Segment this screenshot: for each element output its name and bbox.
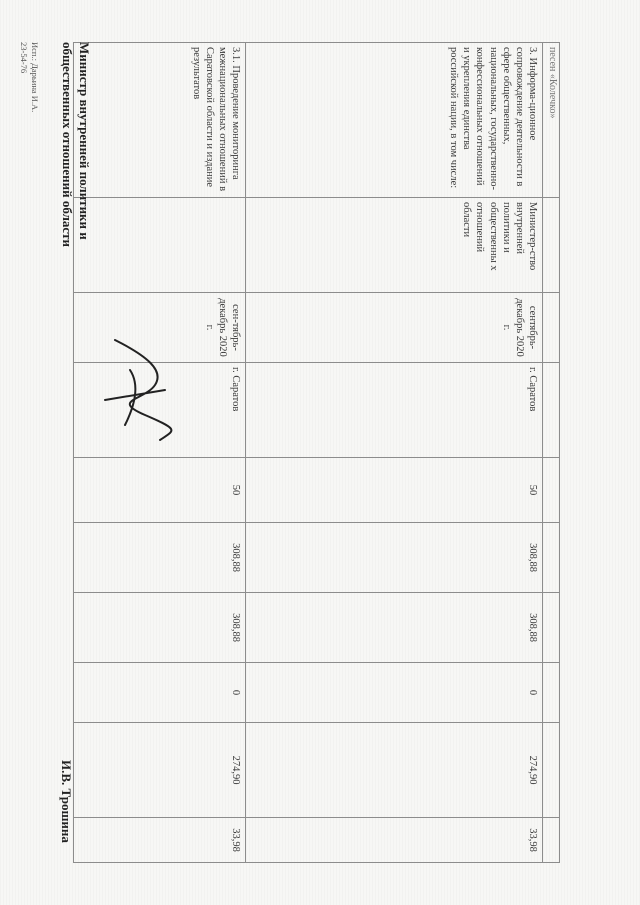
period-cell: сентябрь-декабрь 2020 г. — [246, 293, 543, 363]
executor-phone: 23-54-76 — [18, 42, 29, 74]
signatory-name: И.В. Трошина — [59, 760, 74, 843]
place-cell: г. Саратов — [74, 363, 246, 458]
value-cell: 33,98 — [246, 818, 543, 863]
executor-cell: Министер-ство внутренней политики и общественны х отношений области — [246, 198, 543, 293]
executor-note — [18, 42, 40, 112]
continuation-cell: песен «Колечко» — [543, 43, 560, 198]
value-cell: 33,98 — [74, 818, 246, 863]
value-cell: 308,88 — [246, 523, 543, 593]
program-table — [73, 42, 560, 863]
value-cell: 0 — [74, 663, 246, 723]
table-row — [74, 43, 246, 863]
value-cell: 50 — [246, 458, 543, 523]
table-row — [246, 43, 543, 863]
measure-name: 3. Информа-ционное сопровождение деятельности в сфере общественных, национальных, государственно-конфессиональных отношений и укрепления единства российской нации, в том числе: — [246, 43, 543, 198]
executor-cell — [74, 198, 246, 293]
place-cell: г. Саратов — [246, 363, 543, 458]
value-cell: 274,90 — [246, 723, 543, 818]
value-cell: 0 — [246, 663, 543, 723]
continuation-row — [543, 43, 560, 863]
signatory-title-line: Министр внутренней политики и — [77, 42, 92, 240]
signatory-title-line: общественных отношений области — [60, 42, 76, 248]
executor-name: Исп.: Дарьина И.А. — [30, 42, 40, 113]
value-cell: 308,88 — [74, 523, 246, 593]
measure-name: 3.1. Проведение мониторинга межнациональных отношений в Саратовской области и издание результатов — [74, 43, 246, 198]
value-cell: 274,90 — [74, 723, 246, 818]
value-cell: 308,88 — [74, 593, 246, 663]
value-cell: 50 — [74, 458, 246, 523]
value-cell: 308,88 — [246, 593, 543, 663]
period-cell: сен-тябрь-декабрь 2020 г. — [74, 293, 246, 363]
signatory-title — [58, 42, 92, 247]
signature-image — [95, 330, 185, 450]
